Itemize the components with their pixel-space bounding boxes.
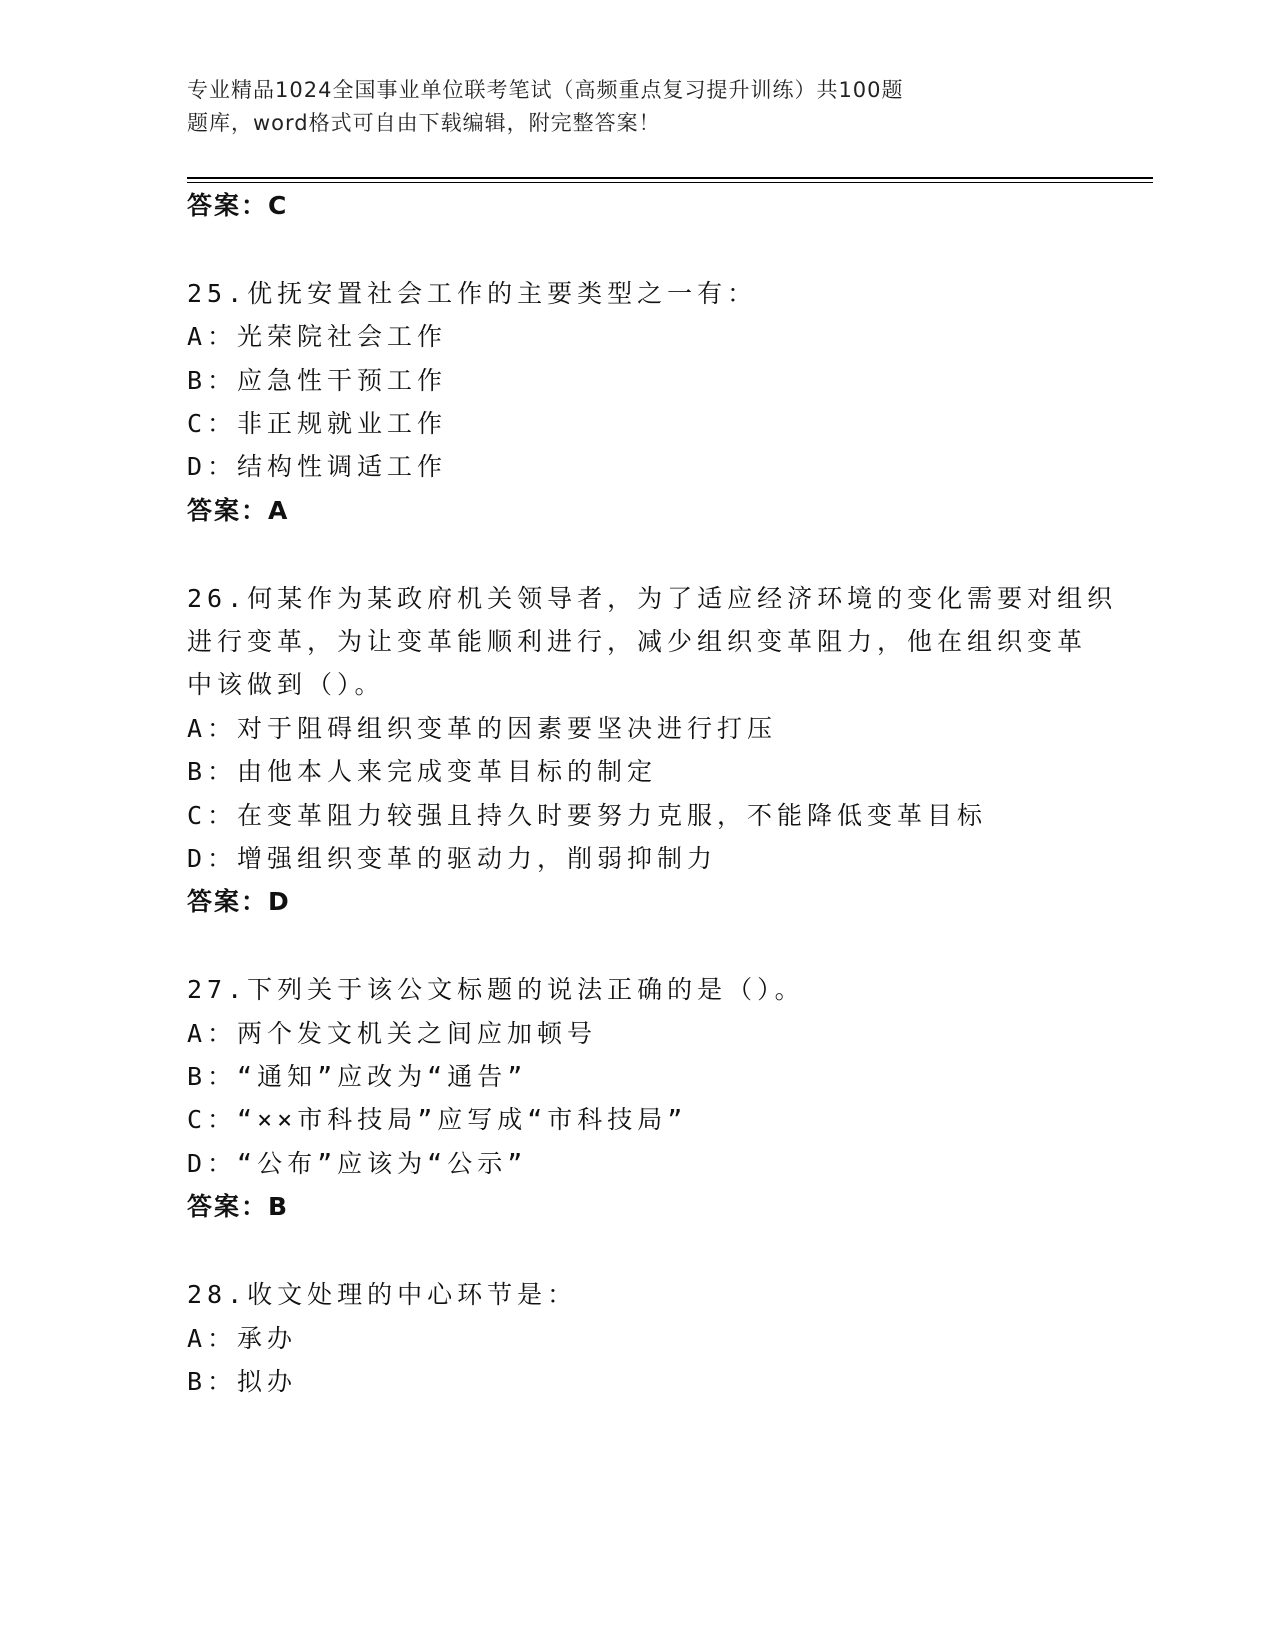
header-line-2: 题库，word格式可自由下载编辑，附完整答案！ (187, 111, 661, 135)
question-26-option-d: D：增强组织变革的驱动力，削弱抑制力 (187, 844, 718, 873)
question-26-option-c: C：在变革阻力较强且持久时要努力克服，不能降低变革目标 (187, 801, 988, 830)
header-divider-thick (187, 177, 1153, 179)
question-25-option-c: C：非正规就业工作 (187, 409, 448, 438)
question-26-stem-line-2: 进行变革，为让变革能顺利进行，减少组织变革阻力，他在组织变革 (187, 627, 1088, 656)
question-25-option-b: B：应急性干预工作 (187, 366, 448, 395)
header-line-1: 专业精品1024全国事业单位联考笔试（高频重点复习提升训练）共100题 (187, 78, 904, 102)
question-25-option-d: D：结构性调适工作 (187, 452, 448, 481)
question-26-stem-line-1: 26.何某作为某政府机关领导者，为了适应经济环境的变化需要对组织 (187, 584, 1118, 613)
question-27-option-c: C：“××市科技局”应写成“市科技局” (187, 1105, 688, 1134)
question-27-option-d: D：“公布”应该为“公示” (187, 1149, 528, 1178)
question-28-stem: 28.收文处理的中心环节是： (187, 1280, 578, 1309)
question-27-stem: 27.下列关于该公文标题的说法正确的是（）。 (187, 975, 805, 1004)
question-26-answer: 答案：D (187, 887, 291, 916)
question-27-option-a: A：两个发文机关之间应加顿号 (187, 1019, 598, 1048)
question-26-option-a: A：对于阻碍组织变革的因素要坚决进行打压 (187, 714, 778, 743)
question-25-stem: 25.优抚安置社会工作的主要类型之一有： (187, 279, 758, 308)
question-28-option-a: A：承办 (187, 1324, 298, 1353)
answer-previous: 答案：C (187, 191, 289, 220)
question-26-option-b: B：由他本人来完成变革目标的制定 (187, 757, 658, 786)
question-27-option-b: B：“通知”应改为“通告” (187, 1062, 528, 1091)
header-divider-thin (187, 182, 1153, 183)
question-26-stem-line-3: 中该做到（）。 (187, 670, 385, 699)
question-28-option-b: B：拟办 (187, 1367, 298, 1396)
question-27-answer: 答案：B (187, 1192, 290, 1221)
question-25-option-a: A：光荣院社会工作 (187, 322, 448, 351)
document-header (187, 74, 1067, 140)
question-25-answer: 答案：A (187, 496, 290, 525)
